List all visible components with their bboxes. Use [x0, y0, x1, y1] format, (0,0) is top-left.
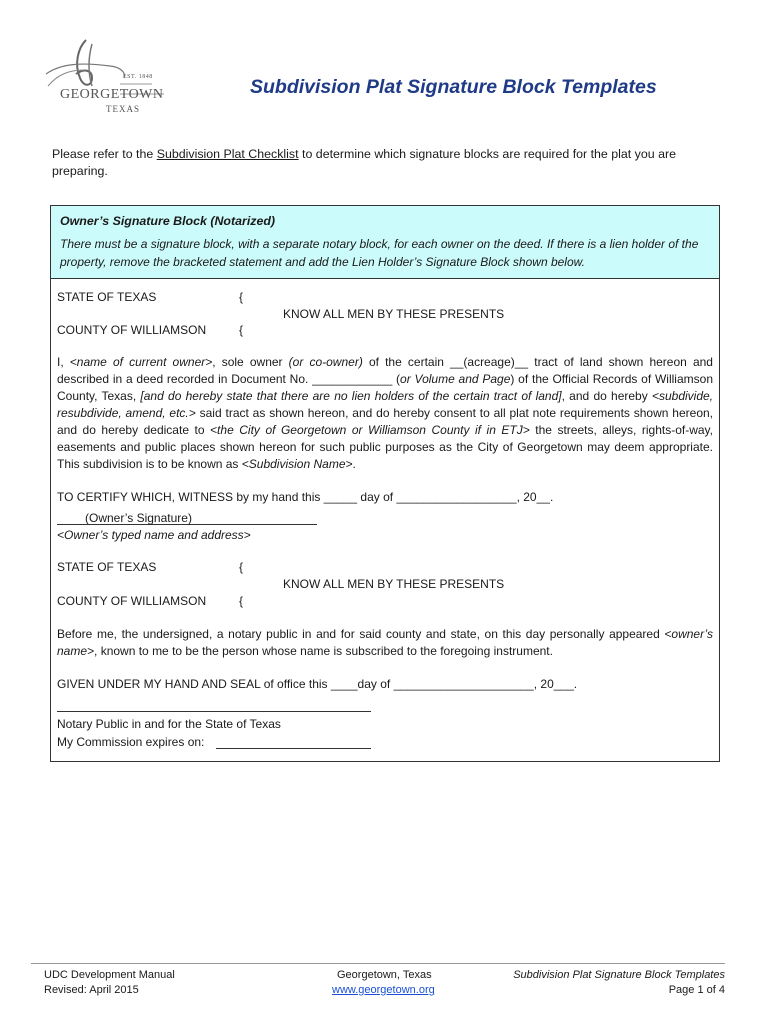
state-of-texas-2: STATE OF TEXAS — [57, 560, 157, 574]
owner-signature-label: (Owner’s Signature) — [85, 511, 192, 525]
block-note: There must be a signature block, with a separate notary block, for each owner on the deed. If there is a lien holder of the property, remove the bracketed statement and add the Lien Holder’s Signature Block shown below. — [60, 237, 699, 269]
logo-est: EST. 1848 — [123, 74, 153, 80]
county-of-williamson-1: COUNTY OF WILLIAMSON — [57, 323, 207, 337]
georgetown-link[interactable]: www.georgetown.org — [332, 984, 435, 996]
footer-url — [332, 983, 435, 997]
page-title: Subdivision Plat Signature Block Templates — [250, 76, 657, 98]
dedication-paragraph: I, <name of current owner>, sole owner (or co-owner) of the certain __(acreage)__ tract of land shown hereon and described in a deed recorded in Document No. ____________ (or Volume and Page) of the Official Records of Williamson County, Texas, [and do hereby state that there are no lien holders of the certain tract of land], and do hereby <subdivide, resubdivide, amend, etc.> said tract as shown hereon, and do hereby consent to all plat note requirements shown hereon, and do hereby dedicate to <the City of Georgetown or Williamson County if in ETJ> the streets, alleys, rights-of-way, easements and public places shown hereon for such public purposes as the City of Georgetown may deem appropriate. This subdivision is to be known as <Subdivision Name>. — [57, 355, 714, 471]
footer-doc-title: Subdivision Plat Signature Block Templates — [513, 969, 725, 981]
block-heading: Owner’s Signature Block (Notarized) — [60, 214, 276, 228]
certify-line: TO CERTIFY WHICH, WITNESS by my hand this _____ day of __________________, 20__. — [57, 490, 554, 504]
brace-1b: { — [239, 323, 244, 337]
footer-revised: Revised: April 2015 — [44, 984, 139, 996]
notary-paragraph: Before me, the undersigned, a notary public in and for said county and state, on this day personally appeared <owner’s name>, known to me to be the person whose name is subscribed to the foregoing instrument. — [57, 627, 713, 658]
brace-2a: { — [239, 560, 244, 574]
notary-public-label: Notary Public in and for the State of Texas — [57, 717, 281, 731]
given-under-hand-line: GIVEN UNDER MY HAND AND SEAL of office this ____day of _____________________, 20___. — [57, 677, 578, 691]
notary-signature-line — [57, 711, 371, 712]
intro-before: Please refer to the — [52, 147, 157, 161]
checklist-link[interactable]: Subdivision Plat Checklist — [156, 147, 299, 161]
intro-after: to determine which signature blocks are required for the plat you are preparing. — [52, 147, 677, 178]
state-of-texas-1: STATE OF TEXAS — [57, 290, 157, 304]
owner-signature-block — [50, 205, 720, 762]
commission-date-line — [216, 748, 371, 749]
footer-divider — [31, 963, 725, 964]
know-all-men-1: KNOW ALL MEN BY THESE PRESENTS — [283, 307, 505, 321]
county-of-williamson-2: COUNTY OF WILLIAMSON — [57, 594, 207, 608]
intro-paragraph — [52, 146, 720, 180]
georgetown-logo — [40, 34, 180, 118]
footer-page-number: Page 1 of 4 — [668, 984, 725, 996]
logo-state: TEXAS — [106, 104, 140, 114]
commission-expires-label: My Commission expires on: — [57, 735, 205, 749]
brace-1a: { — [239, 290, 244, 304]
brace-2b: { — [239, 594, 244, 608]
footer-manual: UDC Development Manual — [44, 969, 175, 981]
block-header — [51, 206, 719, 279]
footer-city: Georgetown, Texas — [337, 969, 432, 981]
know-all-men-2: KNOW ALL MEN BY THESE PRESENTS — [283, 577, 505, 591]
owner-typed-name: <Owner’s typed name and address> — [57, 528, 251, 542]
logo-city: GEORGETOWN — [60, 87, 164, 102]
